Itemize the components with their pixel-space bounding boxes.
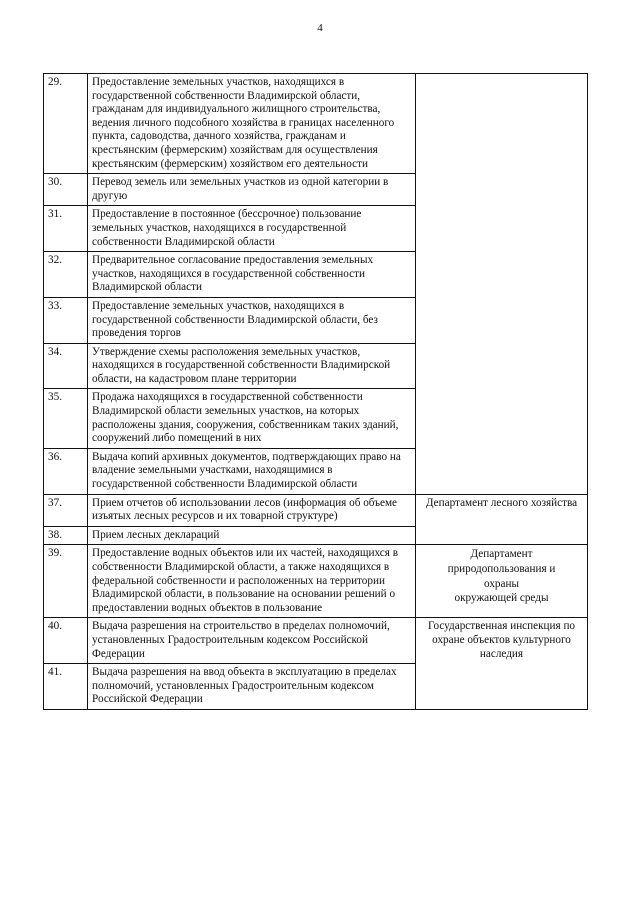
row-number: 35. <box>44 389 88 448</box>
page-number: 4 <box>317 22 323 34</box>
table-row <box>44 545 588 618</box>
service-name: Выдача копий архивных документов, подтверждающих право на владение земельными участками, находящимися в государственной собственности Владимирской области <box>88 448 416 494</box>
row-number: 38. <box>44 526 88 545</box>
row-number: 32. <box>44 252 88 298</box>
row-number: 33. <box>44 297 88 343</box>
department-nature <box>416 545 588 618</box>
service-name: Прием отчетов об использовании лесов (информация об объеме изъятых лесных ресурсов и их товарной структуре) <box>88 494 416 526</box>
service-name: Утверждение схемы расположения земельных участков, находящихся в государственной собственности Владимирской области, на кадастровом плане территории <box>88 343 416 389</box>
row-number: 41. <box>44 664 88 710</box>
department-heritage: Государственная инспекция по охране объектов культурного наследия <box>416 618 588 710</box>
row-number: 30. <box>44 174 88 206</box>
table-row <box>44 618 588 664</box>
service-name: Предварительное согласование предоставления земельных участков, находящихся в государственной собственности Владимирской области <box>88 252 416 298</box>
department-nature-line: охраны <box>484 577 519 590</box>
department-nature-line: окружающей среды <box>454 592 549 605</box>
service-name: Прием лесных деклараций <box>88 526 416 545</box>
service-name: Перевод земель или земельных участков из одной категории в другую <box>88 174 416 206</box>
services-table <box>43 73 588 710</box>
row-number: 40. <box>44 618 88 664</box>
service-name: Предоставление земельных участков, находящихся в государственной собственности Владимирской области, без проведения торгов <box>88 297 416 343</box>
table-row <box>44 494 588 526</box>
department-cell-empty <box>416 74 588 495</box>
department-nature-line: природопользования и <box>447 563 556 575</box>
row-number: 36. <box>44 448 88 494</box>
department-forestry: Департамент лесного хозяйства <box>416 494 588 545</box>
service-name: Продажа находящихся в государственной собственности Владимирской области земельных участков, на которых расположены здания, сооружения, собственникам таких зданий, сооружений либо помещений в них <box>88 389 416 448</box>
table-row <box>44 74 588 174</box>
row-number: 29. <box>44 74 88 174</box>
row-number: 34. <box>44 343 88 389</box>
service-name: Предоставление водных объектов или их частей, находящихся в собственности Владимирской области, а также находящихся в федеральной собственности и расположенных на территории Владимирской области, в пользование на основании решений о предоставлении водных объектов в пользование <box>88 545 416 618</box>
service-name: Выдача разрешения на строительство в пределах полномочий, установленных Градостроительным кодексом Российской Федерации <box>88 618 416 664</box>
department-nature-line: Департамент <box>470 548 533 561</box>
service-name: Выдача разрешения на ввод объекта в эксплуатацию в пределах полномочий, установленных Градостроительным кодексом Российской Федерации <box>88 664 416 710</box>
row-number: 31. <box>44 206 88 252</box>
service-name: Предоставление земельных участков, находящихся в государственной собственности Владимирской области, гражданам для индивидуального жилищного строительства, ведения личного подсобного хозяйства в границах населенного пункта, садоводства, дачного хозяйства, гражданам и крестьянским (фермерским) хозяйствам для осуществления крестьянским (фермерским) хозяйством его деятельности <box>88 74 416 174</box>
service-name: Предоставление в постоянное (бессрочное) пользование земельных участков, находящихся в государственной собственности Владимирской области <box>88 206 416 252</box>
row-number: 37. <box>44 494 88 526</box>
row-number: 39. <box>44 545 88 618</box>
